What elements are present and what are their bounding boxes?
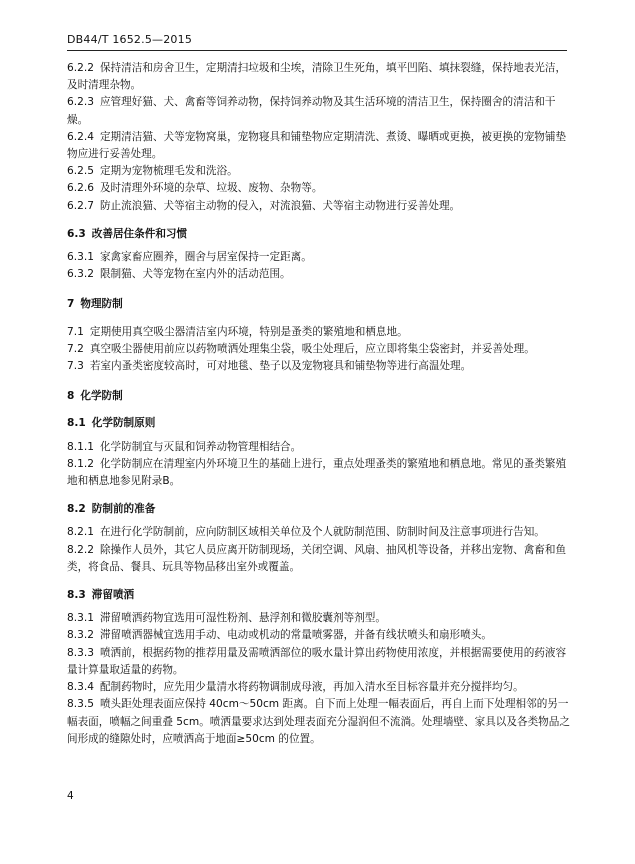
- clause-6-2-4: 6.2.4 定期清洁猫、犬等宠物窝巢，宠物寝具和铺垫物应定期清洗、煮烫、曝晒或更换，被更换的宠物铺垫物应进行妥善处理。: [67, 130, 567, 161]
- clause-8-3-4: 8.3.4 配制药物时，应先用少量清水将药物调制成母液，再加入清水至目标容量并充分搅拌均匀。: [67, 681, 524, 694]
- clause-6-2-7: 6.2.7 防止流浪猫、犬等宿主动物的侵入，对流浪猫、犬等宿主动物进行妥善处理。: [67, 199, 461, 212]
- clause-8-2-2: 8.2.2 除操作人员外，其它人员应离开防制现场，关闭空调、风扇、抽风机等设备，并移出宠物、禽畜和鱼类，将食品、餐具、玩具等物品移出室外或覆盖。: [67, 543, 567, 573]
- clause-8-3-3: 8.3.3 喷洒前，根据药物的推荐用量及需喷洒部位的吸水量计算出药物使用浓度，并根据需要使用的药液容量计算量取适量的药物。: [67, 646, 567, 676]
- document-code: DB44/T 1652.5—2015: [67, 33, 193, 46]
- clause-6-3-2: 6.3.2 限制猫、犬等宠物在室内外的活动范围。: [67, 268, 291, 281]
- clause-6-2-2: 6.2.2 保持清洁和房舍卫生，定期清扫垃圾和尘埃，清除卫生死角，填平凹陷、填抹裂缝，保持地表光洁，及时清理杂物。: [67, 62, 567, 92]
- clause-6-3-1: 6.3.1 家禽家畜应圈养，圈舍与居室保持一定距离。: [67, 251, 312, 264]
- clause-6-2-5: 6.2.5 定期为宠物梳理毛发和洗浴。: [67, 165, 238, 178]
- section-heading-8: 8 化学防制: [67, 390, 123, 403]
- subsection-heading-8-3: 8.3 滞留喷洒: [67, 589, 135, 602]
- clause-8-3-5: 8.3.5 喷头距处理表面应保持 40cm～50cm 距离。自下而上处理一幅表面后，再自上而下处理相邻的另一幅表面，喷幅之间重叠 5cm。喷洒量要求达到处理表面充分湿润但不流淌。处理墙壁、家具以及各类物品之间形成的缝隙处时，应喷洒高于地面≥50cm 的位置。: [67, 698, 570, 745]
- page-number: 4: [67, 790, 74, 802]
- subsection-heading-6-3: 6.3 改善居住条件和习惯: [67, 227, 188, 240]
- clause-6-2-3: 6.2.3 应管理好猫、犬、禽畜等饲养动物，保持饲养动物及其生活环境的清洁卫生，保持圈舍的清洁和干燥。: [67, 96, 556, 126]
- header-rule: [67, 50, 567, 51]
- clause-7-2: 7.2 真空吸尘器使用前应以药物喷洒处理集尘袋，吸尘处理后，应立即将集尘袋密封，并妥善处理。: [67, 342, 535, 355]
- subsection-heading-8-2: 8.2 防制前的准备: [67, 503, 156, 516]
- clause-8-1-1: 8.1.1 化学防制宜与灭鼠和饲养动物管理相结合。: [67, 440, 302, 453]
- document-body: [67, 60, 572, 748]
- clause-8-2-1: 8.2.1 在进行化学防制前，应向防制区域相关单位及个人就防制范围、防制时间及注意事项进行告知。: [67, 526, 545, 539]
- clause-8-1-2: 8.1.2 化学防制应在清理室内外环境卫生的基础上进行，重点处理蚤类的繁殖地和栖息地。常见的蚤类繁殖地和栖息地参见附录B。: [67, 457, 567, 488]
- clause-7-3: 7.3 若室内蚤类密度较高时，可对地毯、垫子以及宠物寝具和铺垫物等进行高温处理。: [67, 360, 472, 373]
- clause-8-3-2: 8.3.2 滞留喷洒器械宜选用手动、电动或机动的常量喷雾器，并备有线状喷头和扇形喷头。: [67, 629, 492, 642]
- section-heading-7: 7 物理防制: [67, 298, 123, 311]
- subsection-heading-8-1: 8.1 化学防制原则: [67, 417, 156, 430]
- clause-8-3-1: 8.3.1 滞留喷洒药物宜选用可湿性粉剂、悬浮剂和微胶囊剂等剂型。: [67, 612, 386, 625]
- clause-7-1: 7.1 定期使用真空吸尘器清洁室内环境，特别是蚤类的繁殖地和栖息地。: [67, 325, 408, 338]
- clause-6-2-6: 6.2.6 及时清理外环境的杂草、垃圾、废物、杂物等。: [67, 182, 323, 195]
